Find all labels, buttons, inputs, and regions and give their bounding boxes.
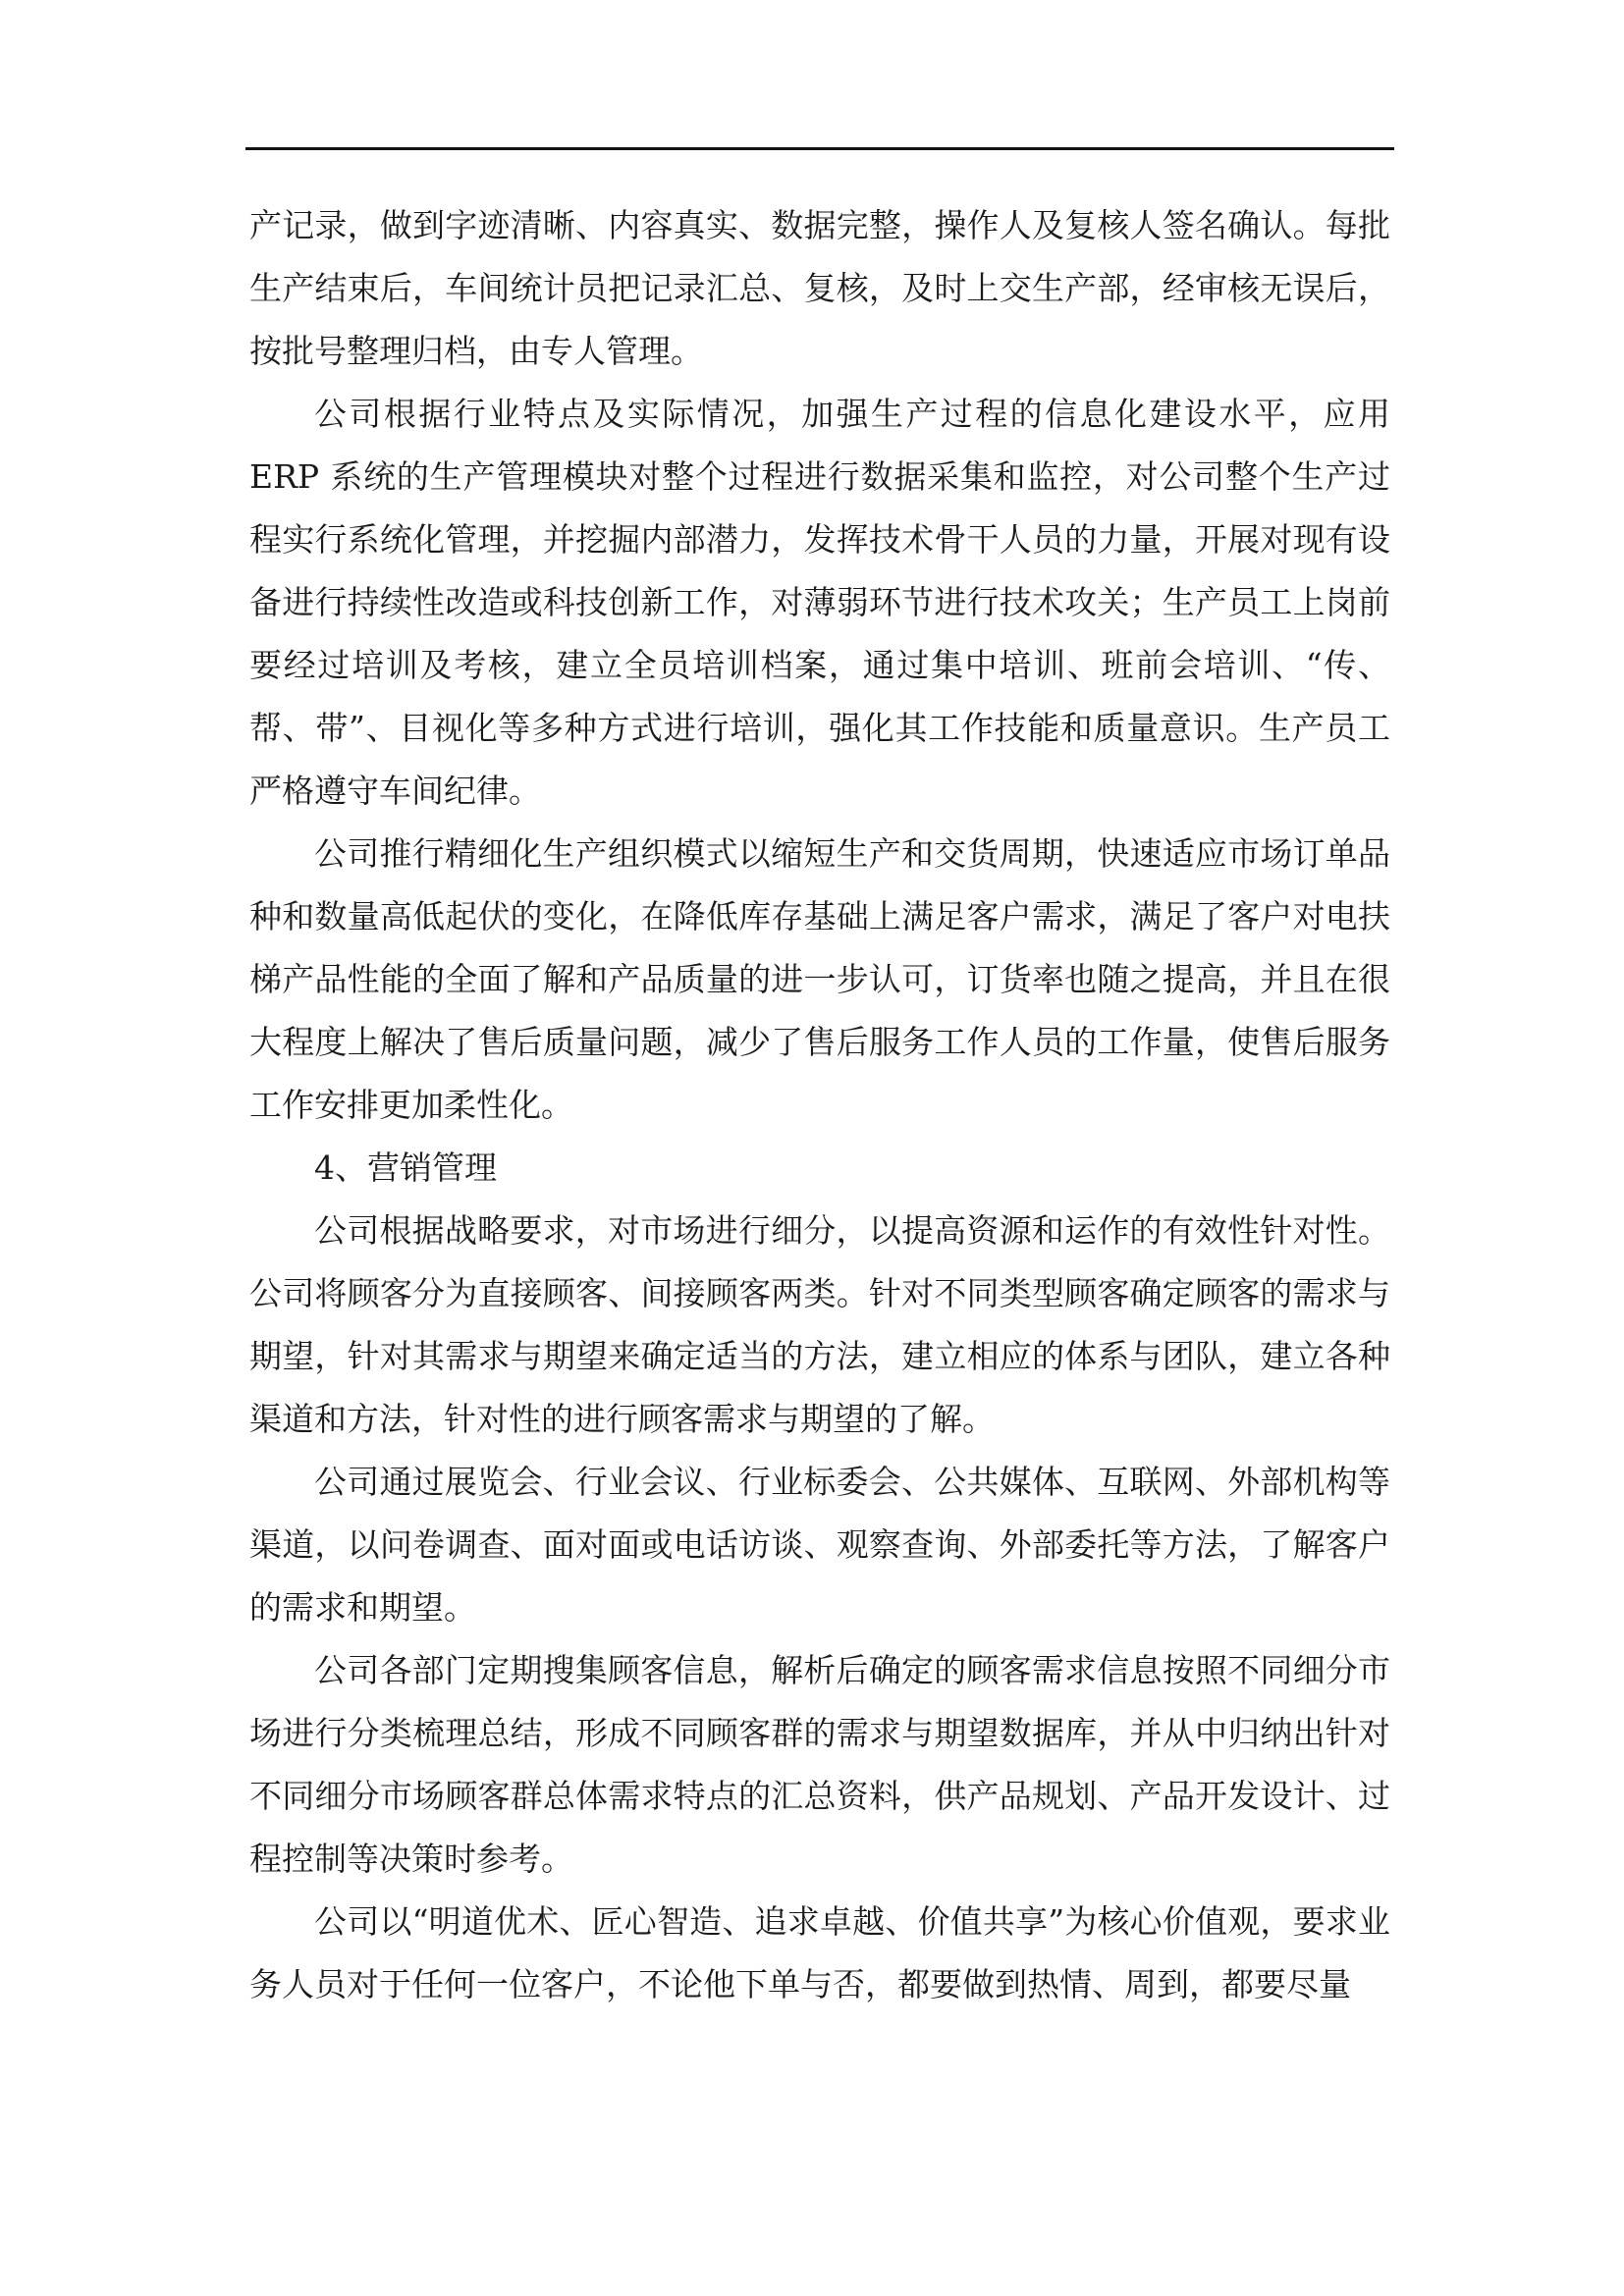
paragraph-information-construction: 公司根据行业特点及实际情况，加强生产过程的信息化建设水平，应用 ERP 系统的生产管理模块对整个过程进行数据采集和监控，对公司整个生产过程实行系统化管理，并挖掘内部潜力，发挥技术骨干人员的力量，开展对现有设备进行持续性改造或科技创新工作，对薄弱环节进行技术攻关；生产员工上岗前要经过培训及考核，建立全员培训档案，通过集中培训、班前会培训、“传、帮、带”、目视化等多种方式进行培训，强化其工作技能和质量意识。生产员工严格遵守车间纪律。	[249, 395, 1390, 810]
paragraph-market-segmentation: 公司根据战略要求，对市场进行细分，以提高资源和运作的有效性针对性。公司将顾客分为直接顾客、间接顾客两类。针对不同类型顾客确定顾客的需求与期望，针对其需求与期望来确定适当的方法，建立相应的体系与团队，建立各种渠道和方法，针对性的进行顾客需求与期望的了解。	[249, 1211, 1390, 1438]
header-rule	[245, 147, 1394, 150]
section-heading-marketing: 4、营销管理	[314, 1148, 497, 1187]
paragraph-information-channels: 公司通过展览会、行业会议、行业标委会、公共媒体、互联网、外部机构等渠道，以问卷调查、面对面或电话访谈、观察查询、外部委托等方法，了解客户的需求和期望。	[249, 1463, 1390, 1627]
paragraph-customer-information: 公司各部门定期搜集顾客信息，解析后确定的顾客需求信息按照不同细分市场进行分类梳理总结，形成不同顾客群的需求与期望数据库，并从中归纳出针对不同细分市场顾客群总体需求特点的汇总资料，供产品规划、产品开发设计、过程控制等决策时参考。	[249, 1651, 1390, 1878]
paragraph-core-values: 公司以“明道优术、匠心智造、追求卓越、价值共享”为核心价值观，要求业务人员对于任何一位客户，不论他下单与否，都要做到热情、周到，都要尽量	[249, 1902, 1390, 2003]
document-body	[249, 194, 1390, 2016]
paragraph-lean-production: 公司推行精细化生产组织模式以缩短生产和交货周期，快速适应市场订单品种和数量高低起伏的变化，在降低库存基础上满足客户需求，满足了客户对电扶梯产品性能的全面了解和产品质量的进一步认可，订货率也随之提高，并且在很大程度上解决了售后质量问题，减少了售后服务工作人员的工作量，使售后服务工作安排更加柔性化。	[249, 834, 1390, 1124]
paragraph-production-records: 产记录，做到字迹清晰、内容真实、数据完整，操作人及复核人签名确认。每批生产结束后，车间统计员把记录汇总、复核，及时上交生产部，经审核无误后，按批号整理归档，由专人管理。	[249, 206, 1390, 370]
